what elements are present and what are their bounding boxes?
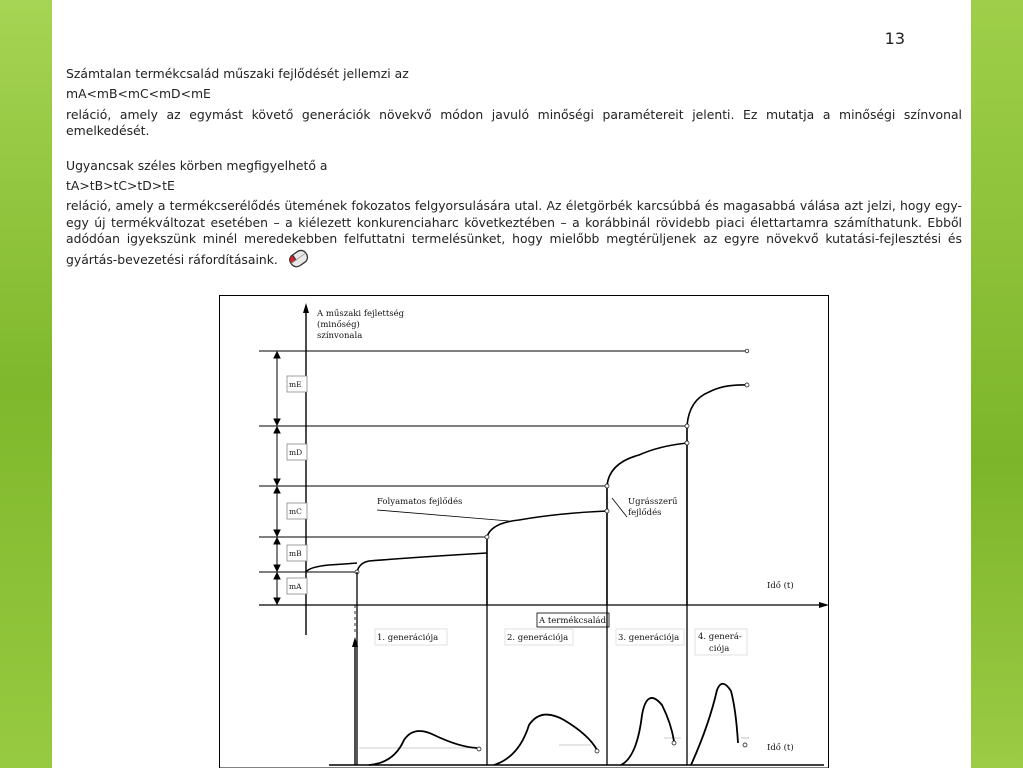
mouse-cursor-icon[interactable] xyxy=(286,248,312,274)
label-jump-development-2: fejlődés xyxy=(628,508,662,518)
diagram-frame xyxy=(220,296,829,768)
time-label-top: Idő (t) xyxy=(767,581,794,591)
m-label-a: mA xyxy=(289,582,302,591)
y-axis-title-line3: színvonala xyxy=(317,331,363,341)
m-label-d: mD xyxy=(289,448,303,457)
y-axis-title-line1: A műszaki fejlettség xyxy=(317,309,405,319)
gen-label-2: 2. generációja xyxy=(507,633,569,643)
relation-quality: mA<mB<mC<mD<mE xyxy=(66,86,211,102)
relation-time: tA>tB>tC>tD>tE xyxy=(66,178,175,194)
y-axis-title-line2: (minőség) xyxy=(317,320,360,330)
right-decor-band xyxy=(971,0,1023,768)
slide xyxy=(52,0,971,768)
left-decor-band xyxy=(0,0,52,768)
slide-text xyxy=(66,66,962,274)
page-number: 13 xyxy=(884,29,905,48)
paragraph-6-text: reláció, amely a termékcserélődés ütemének fokozatos felgyorsulására utal. Az életgörbék karcsúbbá és magasabbá válása azt jelzi, hogy egy-egy új termékváltozat esetében – a kiélezett konkurenciaharc következtében – a korábbinál rövidebb piaci élettartamra számíthatunk. Ebből adódóan igyekszünk minél meredekebben felfuttatni termelésünket, hogy mielőbb megtérüljenek az egyre növekvő kutatási-fejlesztési és gyártás-bevezetési ráfordításaink. xyxy=(66,198,962,267)
product-family-label: A termékcsalád xyxy=(539,616,607,626)
m-label-b: mB xyxy=(289,549,302,558)
paragraph-4: Ugyancsak széles körben megfigyelhető a xyxy=(66,157,328,173)
time-label-bottom: Idő (t) xyxy=(767,743,794,753)
m-label-c: mC xyxy=(289,507,302,516)
gen-label-3: 3. generációja xyxy=(618,633,680,643)
generation-diagram xyxy=(219,295,829,768)
paragraph-6 xyxy=(66,198,962,274)
label-jump-development-1: Ugrásszerű xyxy=(628,497,678,507)
gen-label-1: 1. generációja xyxy=(377,633,439,643)
m-label-e: mE xyxy=(289,380,302,389)
paragraph-3: reláció, amely az egymást követő generációk növekvő módon javuló minőségi paramétereit jelenti. Ez mutatja a minőségi színvonal emelkedését. xyxy=(66,106,962,139)
gen-label-4a: 4. generá- xyxy=(698,632,742,642)
gen-label-4b: ciója xyxy=(709,644,730,654)
label-continuous-development: Folyamatos fejlődés xyxy=(377,497,463,507)
paragraph-1: Számtalan termékcsalád műszaki fejlődését jellemzi az xyxy=(66,66,409,81)
